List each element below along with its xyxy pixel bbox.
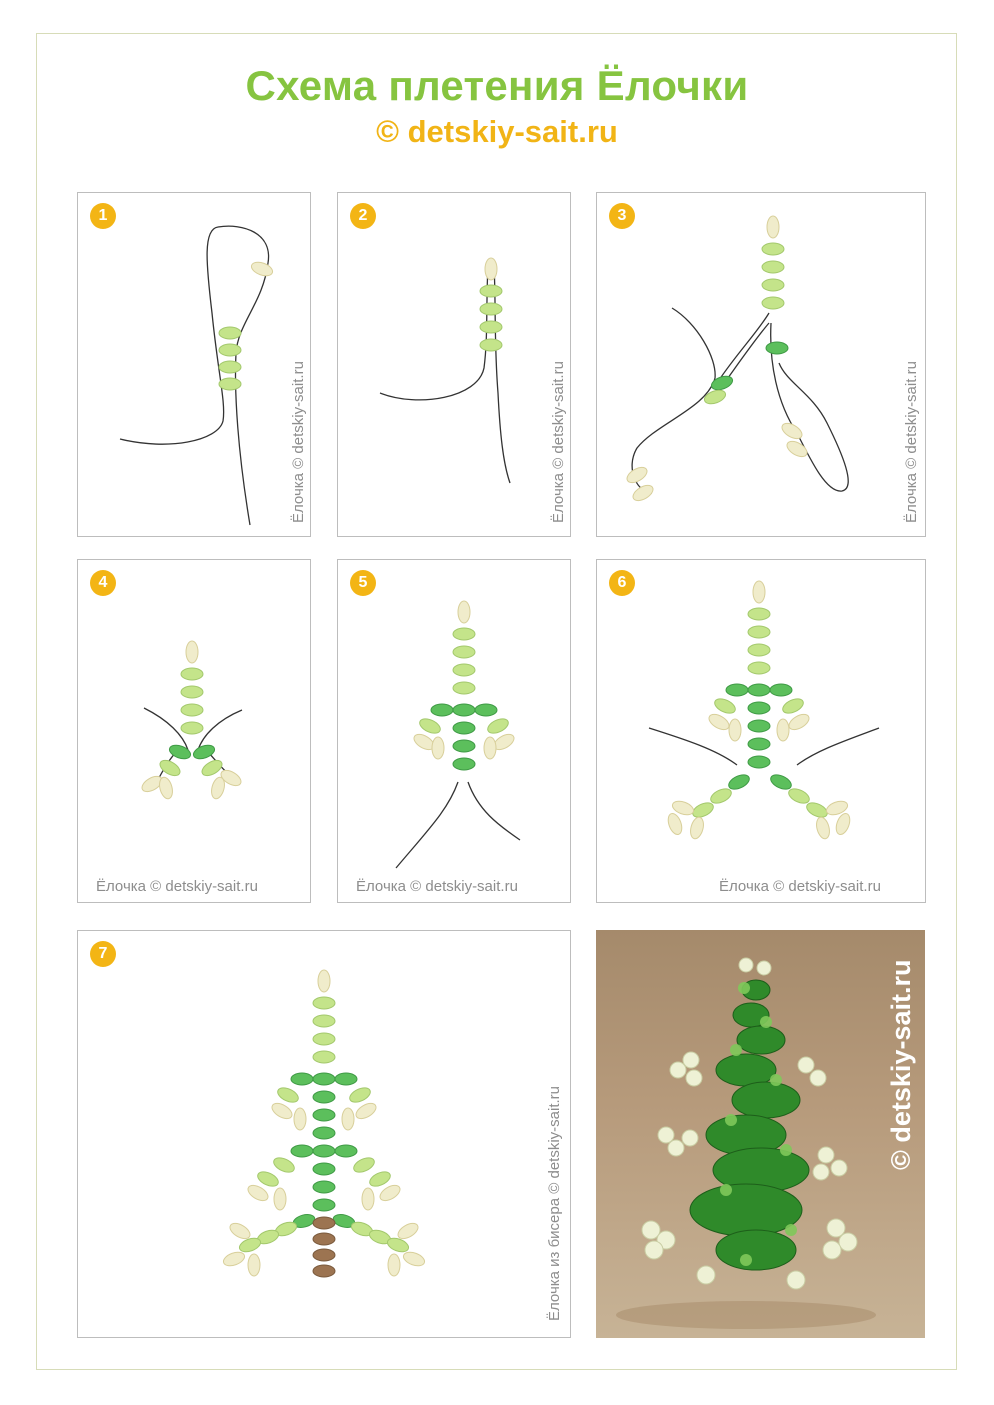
step-number-badge: 4 — [90, 570, 116, 596]
step-7-diagram — [78, 931, 572, 1339]
step-4-diagram — [78, 560, 312, 904]
step-panel-1 — [77, 192, 311, 537]
step-panel-5 — [337, 559, 571, 903]
panel-caption: Ёлочка © detskiy-sait.ru — [96, 878, 258, 895]
panel-caption: Ёлочка © detskiy-sait.ru — [719, 878, 881, 895]
step-panel-6 — [596, 559, 926, 903]
step-panel-3 — [596, 192, 926, 537]
step-number-badge: 2 — [350, 203, 376, 229]
step-panel-2 — [337, 192, 571, 537]
panel-caption: Ёлочка © detskiy-sait.ru — [903, 361, 920, 523]
page-title: Схема плетения Ёлочки — [245, 62, 749, 109]
step-2-diagram — [338, 193, 572, 538]
panel-caption: Ёлочка © detskiy-sait.ru — [290, 361, 307, 523]
step-panel-4 — [77, 559, 311, 903]
panel-caption: Ёлочка из бисера © detskiy-sait.ru — [546, 1086, 563, 1321]
step-number-badge: 1 — [90, 203, 116, 229]
step-5-diagram — [338, 560, 572, 904]
step-number-badge: 3 — [609, 203, 635, 229]
step-number-badge: 5 — [350, 570, 376, 596]
beaded-tree-photo — [596, 930, 925, 1338]
step-3-diagram — [597, 193, 927, 538]
step-number-badge: 7 — [90, 941, 116, 967]
panel-caption: Ёлочка © detskiy-sait.ru — [550, 361, 567, 523]
beaded-tree-illustration — [596, 930, 925, 1338]
photo-watermark: © detskiy-sait.ru — [886, 959, 916, 1170]
page-subtitle: © detskiy-sait.ru — [376, 114, 618, 149]
step-panel-7 — [77, 930, 571, 1338]
step-1-diagram — [78, 193, 312, 538]
step-6-diagram — [597, 560, 927, 904]
step-number-badge: 6 — [609, 570, 635, 596]
panel-caption: Ёлочка © detskiy-sait.ru — [356, 878, 518, 895]
